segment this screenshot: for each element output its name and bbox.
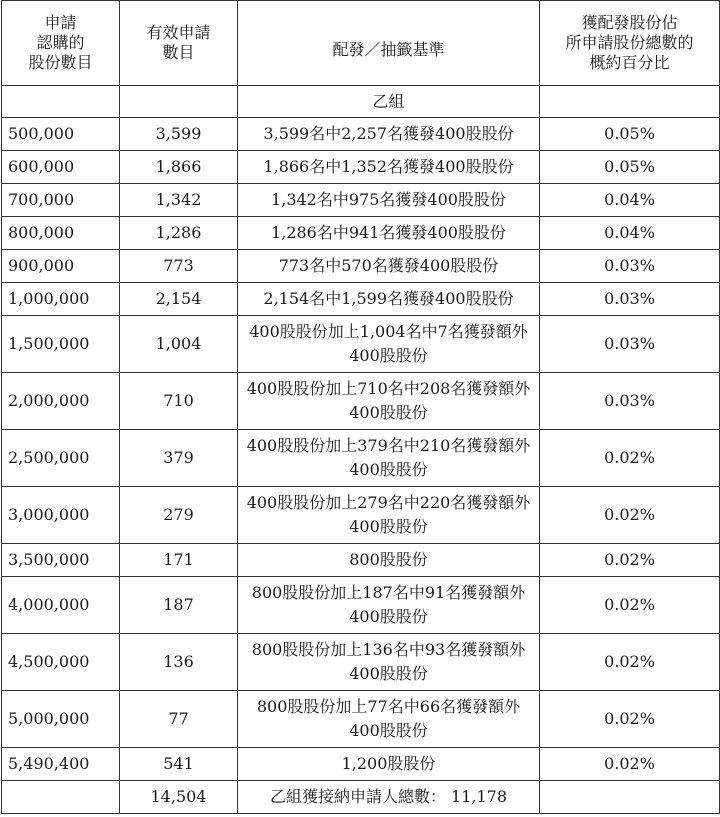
cell-percentage: 0.02%	[540, 430, 720, 487]
cell-percentage: 0.03%	[540, 373, 720, 430]
cell-percentage: 0.02%	[540, 634, 720, 691]
table-row	[2, 184, 720, 217]
table-row	[2, 283, 720, 316]
group-cell-empty-2	[120, 86, 238, 118]
cell-valid-applications: 1,004	[120, 316, 238, 373]
header-percentage: 獲配發股份佔 所申請股份總數的 概約百分比	[540, 1, 720, 86]
cell-percentage: 0.05%	[540, 118, 720, 151]
cell-percentage: 0.04%	[540, 184, 720, 217]
cell-valid-applications: 171	[120, 544, 238, 577]
cell-basis: 800股股份加上136名中93名獲發額外400股股份	[238, 634, 540, 691]
cell-shares-applied: 2,500,000	[2, 430, 120, 487]
cell-percentage: 0.02%	[540, 577, 720, 634]
group-row	[2, 86, 720, 118]
cell-shares-applied: 700,000	[2, 184, 120, 217]
cell-valid-applications: 773	[120, 250, 238, 283]
cell-shares-applied: 600,000	[2, 151, 120, 184]
table-row	[2, 151, 720, 184]
cell-percentage: 0.03%	[540, 316, 720, 373]
cell-valid-applications: 2,154	[120, 283, 238, 316]
table-row	[2, 316, 720, 373]
header-shares-applied: 申請 認購的 股份數目	[2, 1, 120, 86]
cell-basis: 400股股份加上1,004名中7名獲發額外400股股份	[238, 316, 540, 373]
cell-shares-applied: 3,000,000	[2, 487, 120, 544]
cell-percentage: 0.02%	[540, 691, 720, 748]
header-row	[2, 1, 720, 86]
cell-basis: 400股股份加上379名中210名獲發額外400股股份	[238, 430, 540, 487]
cell-basis: 800股股份	[238, 544, 540, 577]
cell-valid-applications: 710	[120, 373, 238, 430]
cell-basis: 1,286名中941名獲發400股股份	[238, 217, 540, 250]
group-cell-empty-3	[540, 86, 720, 118]
cell-shares-applied: 3,500,000	[2, 544, 120, 577]
cell-basis: 1,200股股份	[238, 748, 540, 781]
cell-valid-applications: 77	[120, 691, 238, 748]
table-row	[2, 430, 720, 487]
cell-percentage: 0.02%	[540, 544, 720, 577]
cell-basis: 1,866名中1,352名獲發400股股份	[238, 151, 540, 184]
cell-shares-applied: 800,000	[2, 217, 120, 250]
cell-valid-applications: 379	[120, 430, 238, 487]
cell-percentage: 0.05%	[540, 151, 720, 184]
cell-percentage: 0.02%	[540, 487, 720, 544]
cell-basis: 3,599名中2,257名獲發400股股份	[238, 118, 540, 151]
cell-basis: 400股股份加上710名中208名獲發額外400股股份	[238, 373, 540, 430]
cell-valid-applications: 136	[120, 634, 238, 691]
cell-valid-applications: 1,342	[120, 184, 238, 217]
table-row	[2, 487, 720, 544]
total-accepted-applicants: 乙組獲接納申請人總數： 11,178	[238, 781, 540, 814]
cell-valid-applications: 541	[120, 748, 238, 781]
group-label: 乙組	[238, 86, 540, 118]
cell-shares-applied: 5,000,000	[2, 691, 120, 748]
table-row	[2, 118, 720, 151]
cell-shares-applied: 900,000	[2, 250, 120, 283]
cell-shares-applied: 1,000,000	[2, 283, 120, 316]
table-row	[2, 544, 720, 577]
cell-percentage: 0.03%	[540, 283, 720, 316]
cell-shares-applied: 4,500,000	[2, 634, 120, 691]
cell-basis: 1,342名中975名獲發400股股份	[238, 184, 540, 217]
table-row	[2, 577, 720, 634]
total-cell-empty-2	[540, 781, 720, 814]
table-row	[2, 634, 720, 691]
total-row	[2, 781, 720, 814]
cell-shares-applied: 500,000	[2, 118, 120, 151]
cell-valid-applications: 1,866	[120, 151, 238, 184]
cell-shares-applied: 2,000,000	[2, 373, 120, 430]
cell-basis: 800股股份加上77名中66名獲發額外400股股份	[238, 691, 540, 748]
table-row	[2, 691, 720, 748]
allocation-table	[1, 0, 720, 814]
cell-shares-applied: 4,000,000	[2, 577, 120, 634]
cell-shares-applied: 1,500,000	[2, 316, 120, 373]
cell-basis: 773名中570名獲發400股股份	[238, 250, 540, 283]
cell-basis: 800股股份加上187名中91名獲發額外400股股份	[238, 577, 540, 634]
cell-valid-applications: 187	[120, 577, 238, 634]
total-applications: 14,504	[120, 781, 238, 814]
table-row	[2, 217, 720, 250]
header-basis: 配發／抽籤基準	[238, 1, 540, 86]
cell-basis: 2,154名中1,599名獲發400股股份	[238, 283, 540, 316]
cell-valid-applications: 279	[120, 487, 238, 544]
cell-percentage: 0.02%	[540, 748, 720, 781]
cell-percentage: 0.04%	[540, 217, 720, 250]
cell-valid-applications: 1,286	[120, 217, 238, 250]
cell-shares-applied: 5,490,400	[2, 748, 120, 781]
total-cell-empty	[2, 781, 120, 814]
table-row	[2, 373, 720, 430]
header-valid-applications: 有效申請 數目	[120, 1, 238, 86]
cell-valid-applications: 3,599	[120, 118, 238, 151]
cell-percentage: 0.03%	[540, 250, 720, 283]
group-cell-empty-1	[2, 86, 120, 118]
table-row	[2, 250, 720, 283]
cell-basis: 400股股份加上279名中220名獲發額外400股股份	[238, 487, 540, 544]
table-row	[2, 748, 720, 781]
